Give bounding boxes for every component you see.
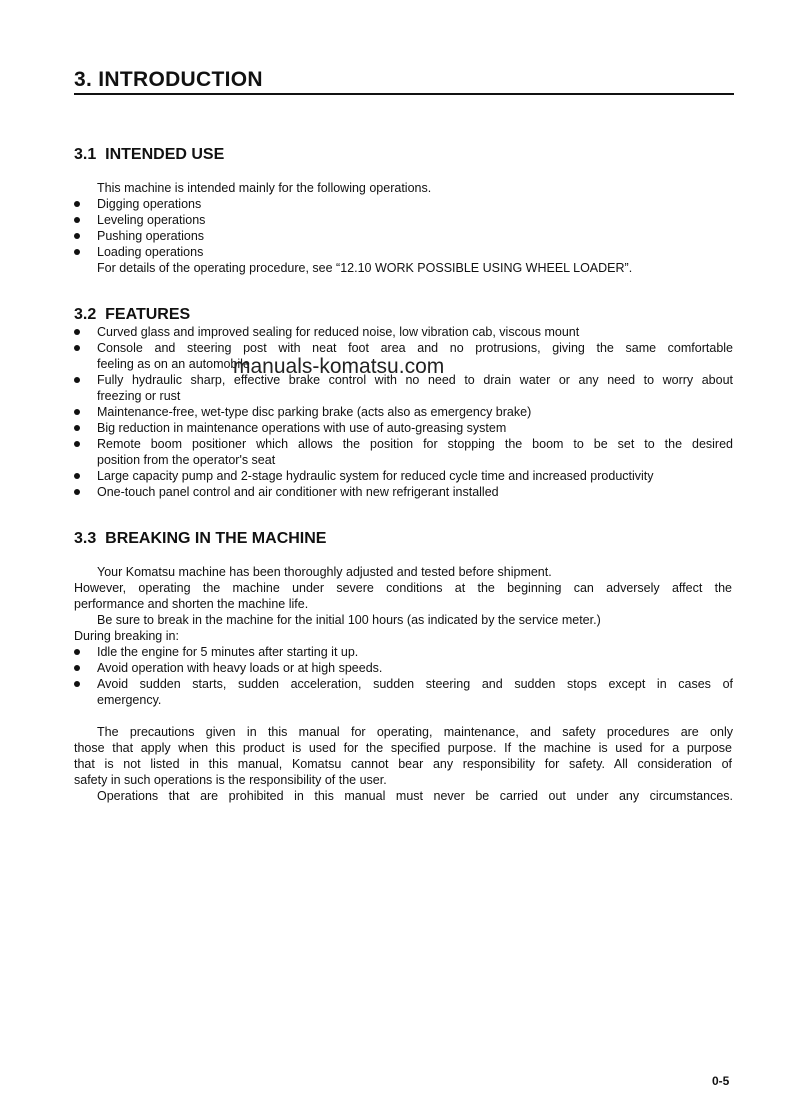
paragraph-line: performance and shorten the machine life.	[74, 597, 309, 611]
bullet-icon	[74, 489, 80, 495]
paragraph-line: The precautions given in this manual for operating, maintenance, and safety procedures are only	[97, 725, 733, 739]
paragraph-line: However, operating the machine under severe conditions at the beginning can adversely affect the	[74, 581, 732, 595]
bullet-icon	[74, 473, 80, 479]
paragraph-line: that is not listed in this manual, Komatsu cannot bear any responsibility for safety. All consideration of	[74, 757, 732, 771]
paragraph-line: Operations that are prohibited in this manual must never be carried out under any circumstances.	[97, 789, 733, 803]
feature-item: Remote boom positioner which allows the position for stopping the boom to be set to the desired	[97, 437, 733, 451]
chapter-title-rule	[74, 93, 734, 95]
list-item: Idle the engine for 5 minutes after starting it up.	[97, 645, 359, 659]
intended-use-intro: This machine is intended mainly for the following operations.	[97, 181, 432, 195]
feature-item: Large capacity pump and 2-stage hydraulic system for reduced cycle time and increased productivity	[97, 469, 654, 483]
list-item: Loading operations	[97, 245, 204, 259]
bullet-icon	[74, 329, 80, 335]
paragraph-line: Your Komatsu machine has been thoroughly adjusted and tested before shipment.	[97, 565, 552, 579]
bullet-icon	[74, 377, 80, 383]
chapter-title: 3. INTRODUCTION	[74, 68, 263, 91]
feature-item: Big reduction in maintenance operations with use of auto-greasing system	[97, 421, 507, 435]
paragraph-line: safety in such operations is the responsibility of the user.	[74, 773, 387, 787]
page-number: 0-5	[712, 1074, 730, 1088]
bullet-icon	[74, 441, 80, 447]
feature-item: Maintenance-free, wet-type disc parking brake (acts also as emergency brake)	[97, 405, 532, 419]
paragraph-line: During breaking in:	[74, 629, 179, 643]
feature-item: One-touch panel control and air conditioner with new refrigerant installed	[97, 485, 499, 499]
bullet-icon	[74, 665, 80, 671]
feature-item: Fully hydraulic sharp, effective brake control with no need to drain water or any need to worry about	[97, 373, 733, 387]
bullet-icon	[74, 425, 80, 431]
list-item: Avoid sudden starts, sudden acceleration, sudden steering and sudden stops except in cases of	[97, 677, 733, 691]
list-item: Leveling operations	[97, 213, 206, 227]
list-item: Pushing operations	[97, 229, 205, 243]
feature-item: Curved glass and improved sealing for reduced noise, low vibration cab, viscous mount	[97, 325, 580, 339]
section-title-intended-use: 3.1 INTENDED USE	[74, 146, 225, 163]
paragraph-line: those that apply when this product is used for the specified purpose. If the machine is used for a purpose	[74, 741, 732, 755]
bullet-icon	[74, 345, 80, 351]
bullet-icon	[74, 249, 80, 255]
watermark-text: manuals-komatsu.com	[233, 355, 445, 378]
feature-item-continued: position from the operator's seat	[97, 453, 276, 467]
bullet-icon	[74, 201, 80, 207]
feature-item: Console and steering post with neat foot area and no protrusions, giving the same comfortable	[97, 341, 733, 355]
intended-use-note: For details of the operating procedure, see “12.10 WORK POSSIBLE USING WHEEL LOADER”.	[97, 261, 633, 275]
section-title-features: 3.2 FEATURES	[74, 306, 191, 323]
section-title-breaking-in: 3.3 BREAKING IN THE MACHINE	[74, 530, 327, 547]
feature-item-continued: feeling as on an automobile	[97, 357, 250, 371]
bullet-icon	[74, 233, 80, 239]
list-item: Digging operations	[97, 197, 202, 211]
bullet-icon	[74, 409, 80, 415]
feature-item-continued: freezing or rust	[97, 389, 181, 403]
bullet-icon	[74, 649, 80, 655]
bullet-icon	[74, 217, 80, 223]
paragraph-line: Be sure to break in the machine for the initial 100 hours (as indicated by the service meter.)	[97, 613, 601, 627]
list-item-continued: emergency.	[97, 693, 162, 707]
bullet-icon	[74, 681, 80, 687]
list-item: Avoid operation with heavy loads or at high speeds.	[97, 661, 383, 675]
